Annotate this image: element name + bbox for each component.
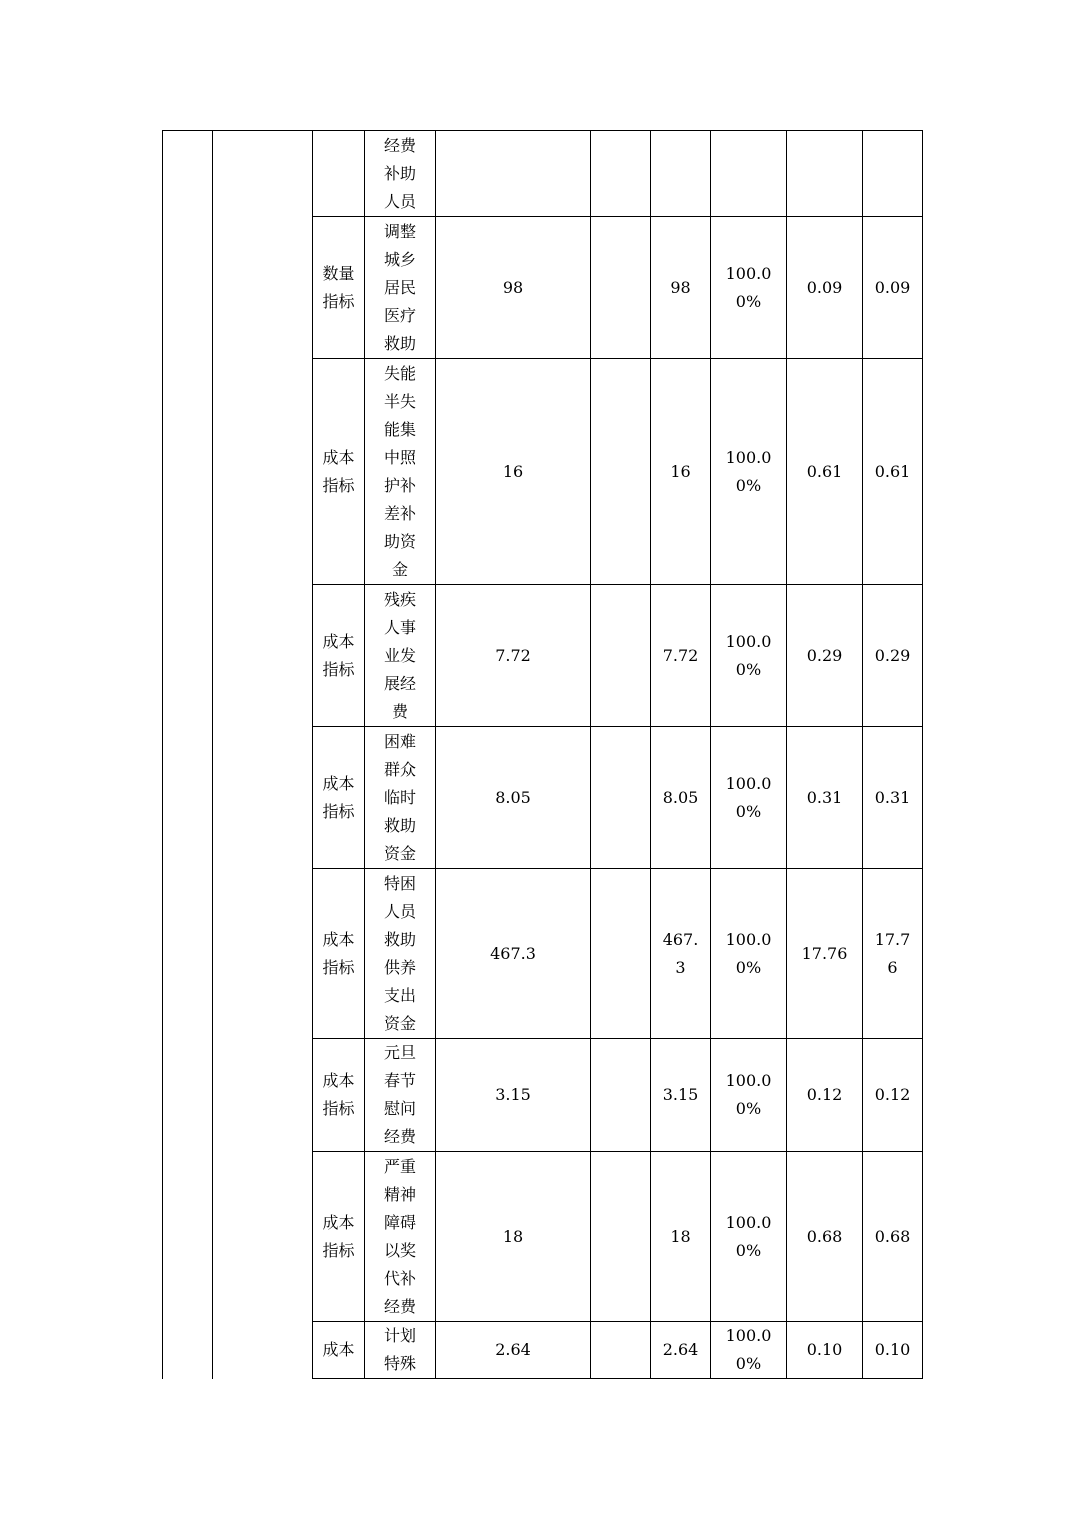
score-cell: 0.68 [863,1152,923,1322]
blank-cell [591,359,651,585]
category-cell: 成本指标 [313,359,365,585]
weight-cell: 0.09 [787,217,863,359]
rate-cell: 100.00% [711,1322,787,1379]
category-cell [313,131,365,217]
score-cell: 0.09 [863,217,923,359]
indicator-cell: 经费补助人员 [365,131,436,217]
weight-cell: 17.76 [787,869,863,1039]
actual-cell: 7.72 [651,585,711,727]
weight-cell: 0.12 [787,1039,863,1152]
indicator-cell: 计划特殊 [365,1322,436,1379]
rate-cell: 100.00% [711,217,787,359]
actual-cell: 8.05 [651,727,711,869]
weight-cell: 0.31 [787,727,863,869]
target-cell: 16 [436,359,591,585]
merged-level1-cell [163,131,213,1379]
target-cell [436,131,591,217]
indicator-cell: 调整城乡居民医疗救助 [365,217,436,359]
actual-cell: 16 [651,359,711,585]
target-cell: 3.15 [436,1039,591,1152]
target-cell: 7.72 [436,585,591,727]
category-cell: 成本指标 [313,727,365,869]
weight-cell: 0.61 [787,359,863,585]
score-cell: 0.29 [863,585,923,727]
actual-cell [651,131,711,217]
rate-cell: 100.00% [711,727,787,869]
blank-cell [591,727,651,869]
merged-level2-cell [213,131,313,1379]
indicator-cell: 特困人员救助供养支出资金 [365,869,436,1039]
score-cell: 0.12 [863,1039,923,1152]
indicator-cell: 严重精神障碍以奖代补经费 [365,1152,436,1322]
blank-cell [591,217,651,359]
category-cell: 成本指标 [313,869,365,1039]
target-cell: 467.3 [436,869,591,1039]
category-cell: 成本指标 [313,1152,365,1322]
weight-cell [787,131,863,217]
blank-cell [591,1039,651,1152]
rate-cell [711,131,787,217]
target-cell: 18 [436,1152,591,1322]
category-cell: 数量指标 [313,217,365,359]
rate-cell: 100.00% [711,1152,787,1322]
indicator-cell: 元旦春节慰问经费 [365,1039,436,1152]
rate-cell: 100.00% [711,869,787,1039]
actual-cell: 467.3 [651,869,711,1039]
actual-cell: 98 [651,217,711,359]
category-cell: 成本 [313,1322,365,1379]
weight-cell: 0.29 [787,585,863,727]
rate-cell: 100.00% [711,585,787,727]
category-cell: 成本指标 [313,585,365,727]
score-cell: 17.76 [863,869,923,1039]
blank-cell [591,869,651,1039]
indicator-cell: 困难群众临时救助资金 [365,727,436,869]
rate-cell: 100.00% [711,359,787,585]
target-cell: 8.05 [436,727,591,869]
table-row [163,131,923,217]
actual-cell: 3.15 [651,1039,711,1152]
rate-cell: 100.00% [711,1039,787,1152]
target-cell: 2.64 [436,1322,591,1379]
target-cell: 98 [436,217,591,359]
indicator-cell: 残疾人事业发展经费 [365,585,436,727]
score-cell: 0.10 [863,1322,923,1379]
actual-cell: 2.64 [651,1322,711,1379]
indicator-cell: 失能半失能集中照护补差补助资金 [365,359,436,585]
performance-indicator-table [162,130,923,1379]
blank-cell [591,131,651,217]
blank-cell [591,1152,651,1322]
score-cell [863,131,923,217]
blank-cell [591,585,651,727]
category-cell: 成本指标 [313,1039,365,1152]
weight-cell: 0.10 [787,1322,863,1379]
weight-cell: 0.68 [787,1152,863,1322]
score-cell: 0.61 [863,359,923,585]
blank-cell [591,1322,651,1379]
actual-cell: 18 [651,1152,711,1322]
score-cell: 0.31 [863,727,923,869]
